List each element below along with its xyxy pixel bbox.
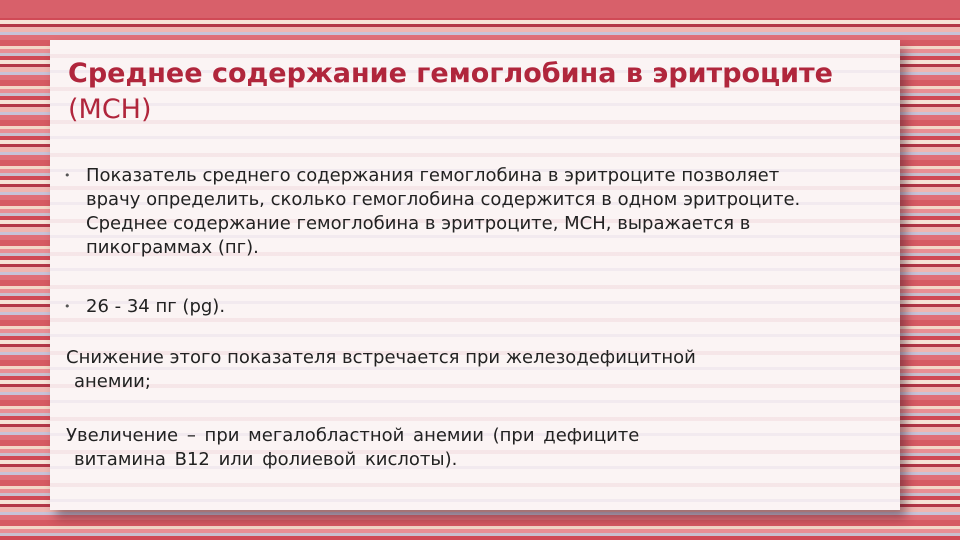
paragraph-line-indented: витамина В12 или фолиевой кислоты). [74,449,458,470]
paragraph-decrease [66,346,806,394]
bullet-item-range [64,295,824,319]
bullet-text: 26 - 34 пг (pg). [86,296,226,317]
paragraph-line: Увеличение – при мегалобластной анемии (при дефиците [66,425,640,446]
bullet-text: Показатель среднего содержания гемоглобина в эритроците позволяет врачу определить, сколько гемоглобина содержится в одном эритроците. Среднее содержание гемоглобина в эритроците, МСН, выражается в пикограммах (пг). [86,165,801,258]
paragraph-increase [66,424,806,472]
bullet-marker-icon: • [64,169,71,182]
bullet-item-description [64,164,824,260]
bullet-marker-icon: • [64,300,71,313]
paragraph-line: Снижение этого показателя встречается при железодефицитной [66,347,696,368]
bullet-list [64,164,824,319]
title-abbreviation: (МСН) [68,94,152,125]
slide-panel [50,40,900,510]
top-stripe-band [0,0,960,18]
title-main: Среднее содержание гемоглобина в эритроците [68,58,833,89]
slide-title [68,56,868,128]
paragraph-line-indented: анемии; [74,371,151,392]
